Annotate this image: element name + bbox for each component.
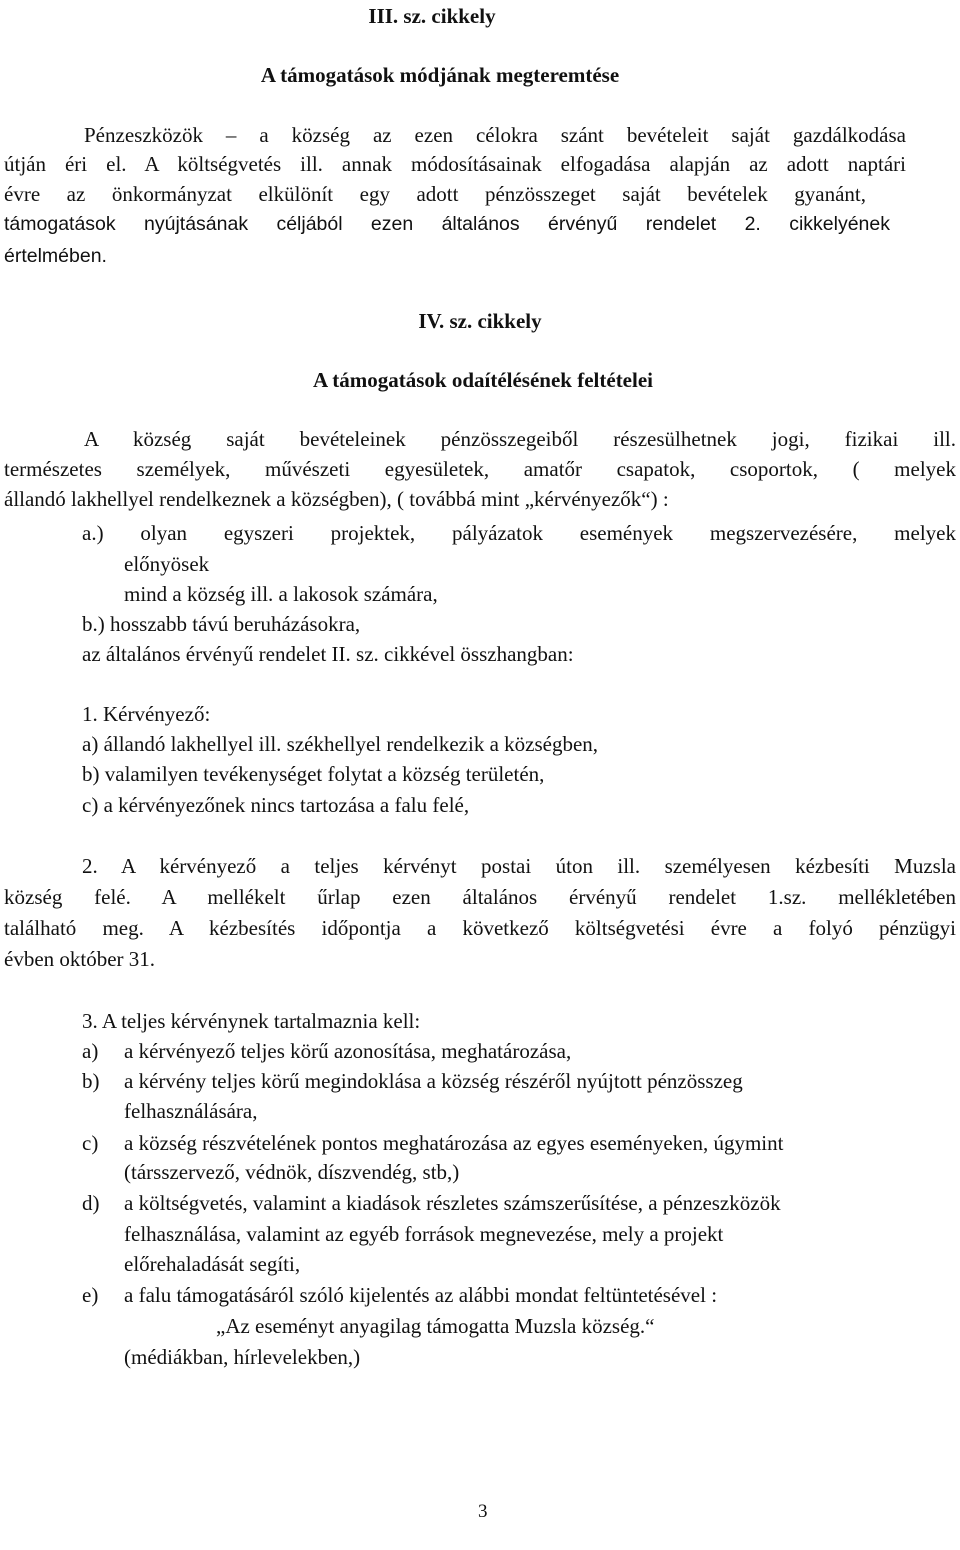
quote-sentence: „Az eseményt anyagilag támogatta Muzsla község.“: [216, 1314, 655, 1338]
quote-note: (médiákban, hírlevelekben,): [124, 1345, 361, 1369]
section-subheading: A támogatások módjának megteremtése: [260, 63, 620, 87]
section-subheading: A támogatások odaítélésének feltételei: [312, 368, 653, 392]
section-heading: III. sz. cikkely: [368, 4, 496, 28]
paragraph-line: támogatások nyújtásának céljából ezen általános érvényű rendelet 2. cikkelyének: [4, 213, 890, 235]
point-3-item: a költségvetés, valamint a kiadások részletes számszerűsítése, a pénzeszközök: [124, 1191, 781, 1215]
page-number: 3: [478, 1501, 488, 1522]
point-3-marker: c): [82, 1131, 99, 1155]
list-item-a: a.) olyan egyszeri projektek, pályázatok események megszervezésére, melyek: [82, 521, 956, 545]
paragraph-line: útján éri el. A költségvetés ill. annak módosításainak elfogadása alapján az adott naptári: [4, 152, 906, 176]
point-3-item: a község részvételének pontos meghatározása az egyes eseményeken, úgymint: [124, 1131, 784, 1155]
paragraph-line: A község saját bevételeinek pénzösszegeiből részesülhetnek jogi, fizikai ill.: [84, 427, 956, 451]
list-item-a-cont: mind a község ill. a lakosok számára,: [124, 582, 438, 606]
point-3-title: 3. A teljes kérvénynek tartalmaznia kell:: [82, 1009, 421, 1033]
point-3-item: a kérvényező teljes körű azonosítása, meghatározása,: [124, 1039, 572, 1063]
section-heading: IV. sz. cikkely: [418, 309, 542, 333]
list-item-b-cont: az általános érvényű rendelet II. sz. cikkével összhangban:: [82, 642, 574, 666]
point-1-item: c) a kérvényezőnek nincs tartozása a falu felé,: [82, 793, 470, 817]
point-1-item: b) valamilyen tevékenységet folytat a község területén,: [82, 762, 545, 786]
point-3-item: a falu támogatásáról szóló kijelentés az alábbi mondat feltüntetésével :: [124, 1283, 718, 1307]
point-2-line: évben október 31.: [4, 947, 156, 971]
point-3-item-cont: felhasználására,: [124, 1099, 258, 1123]
paragraph-line: évre az önkormányzat elkülönít egy adott pénzösszeget saját bevételek gyanánt,: [4, 182, 866, 206]
point-3-item-cont: előrehaladását segíti,: [124, 1252, 301, 1276]
point-3-marker: e): [82, 1283, 99, 1307]
point-3-item-cont: felhasználása, valamint az egyéb források megnevezése, mely a projekt: [124, 1222, 724, 1246]
point-3-marker: d): [82, 1191, 100, 1215]
point-3-marker: b): [82, 1069, 100, 1093]
paragraph-line: állandó lakhellyel rendelkeznek a községben), ( továbbá mint „kérvényezők“) :: [4, 487, 669, 511]
point-3-item-cont: (társszervező, védnök, díszvendég, stb,): [124, 1160, 460, 1184]
list-item-b: b.) hosszabb távú beruházásokra,: [82, 612, 361, 636]
point-1-item: a) állandó lakhellyel ill. székhellyel rendelkezik a községben,: [82, 732, 599, 756]
point-2-line: község felé. A mellékelt űrlap ezen általános érvényű rendelet 1.sz. mellékletében: [4, 885, 956, 909]
paragraph-line: természetes személyek, művészeti egyesületek, amatőr csapatok, csoportok, ( melyek: [4, 457, 956, 481]
list-item-a-cont: előnyösek: [124, 552, 210, 576]
point-2-line: 2. A kérvényező a teljes kérvényt postai úton ill. személyesen kézbesíti Muzsla: [82, 854, 956, 878]
paragraph-line: értelmében.: [4, 245, 107, 267]
paragraph-line: Pénzeszközök – a község az ezen célokra szánt bevételeit saját gazdálkodása: [84, 123, 906, 147]
point-1-title: 1. Kérvényező:: [82, 702, 211, 726]
point-3-item: a kérvény teljes körű megindoklása a község részéről nyújtott pénzösszeg: [124, 1069, 743, 1093]
point-2-line: található meg. A kézbesítés időpontja a következő költségvetési évre a folyó pénzügyi: [4, 916, 956, 940]
point-3-marker: a): [82, 1039, 99, 1063]
